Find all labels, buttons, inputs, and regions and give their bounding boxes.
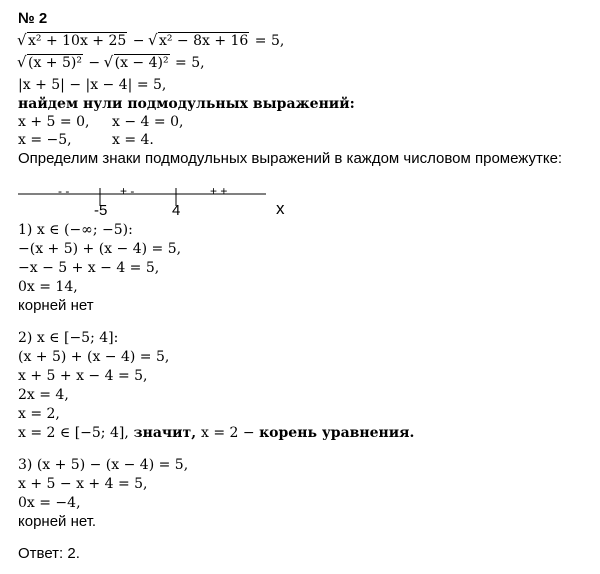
equation-squares: √ (x + 5)² − √ (x − 4)² = 5, [18,54,205,72]
radical-a: √ x² + 10x + 25 [18,32,127,50]
radical-d: √ (x − 4)² [105,54,170,72]
case3-line-1: x + 5 − x + 4 = 5, [18,476,148,492]
case3-line-2: 0x = −4, [18,495,81,511]
case2-line-3: 2x = 4, [18,387,69,403]
radical-c: √ (x + 5)² [18,54,83,72]
conclusion-root: x = 2 − [200,425,260,441]
case3-header: 3) (x + 5) − (x − 4) = 5, [18,457,189,473]
conclusion-text: корень уравнения. [259,425,415,441]
case1-line-2: −x − 5 + x − 4 = 5, [18,260,160,276]
axis-label-x: x [276,199,285,218]
zero-eq-a: x + 5 = 0, [18,114,90,130]
task-number: № 2 [18,10,48,27]
case1-header: 1) x ∈ (−∞; −5): [18,222,133,238]
radical-b: √ x² − 8x + 16 [149,32,249,50]
case1-result: корней нет [18,297,94,314]
zeros-row-1 [18,113,184,131]
zero-val-a: x = −5, [18,132,72,148]
case2-line-1: (x + 5) + (x − 4) = 5, [18,349,170,365]
zeros-heading: найдем нули подмодульных выражений: [18,96,355,112]
case2-conclusion [18,424,414,442]
equation-modulus: |x + 5| − |x − 4| = 5, [18,77,167,93]
case1-line-3: 0x = 14, [18,279,78,295]
conclusion-membership: x = 2 ∈ [−5; 4], [18,425,129,441]
point-4: 4 [172,202,181,219]
sign-interval-1: - - [58,184,70,198]
signs-intro: Определим знаки подмодульных выражений в каждом числовом промежутке: [18,150,563,167]
zero-val-b: x = 4. [112,132,154,148]
number-line [18,176,598,222]
case2-line-2: x + 5 + x − 4 = 5, [18,368,148,384]
sign-interval-3: + + [210,184,228,198]
case1-line-1: −(x + 5) + (x − 4) = 5, [18,241,182,257]
point-minus-5: -5 [94,202,108,219]
equation-original: √ x² + 10x + 25 − √ x² − 8x + 16 = 5, [18,32,284,50]
case2-header: 2) x ∈ [−5; 4]: [18,330,119,346]
zero-eq-b: x − 4 = 0, [112,114,184,130]
case2-line-4: x = 2, [18,406,60,422]
sign-interval-2: + - [120,184,135,198]
zeros-row-2 [18,131,154,149]
conclusion-word: значит, [128,425,201,441]
answer: Ответ: 2. [18,545,80,562]
case3-result: корней нет. [18,513,97,530]
